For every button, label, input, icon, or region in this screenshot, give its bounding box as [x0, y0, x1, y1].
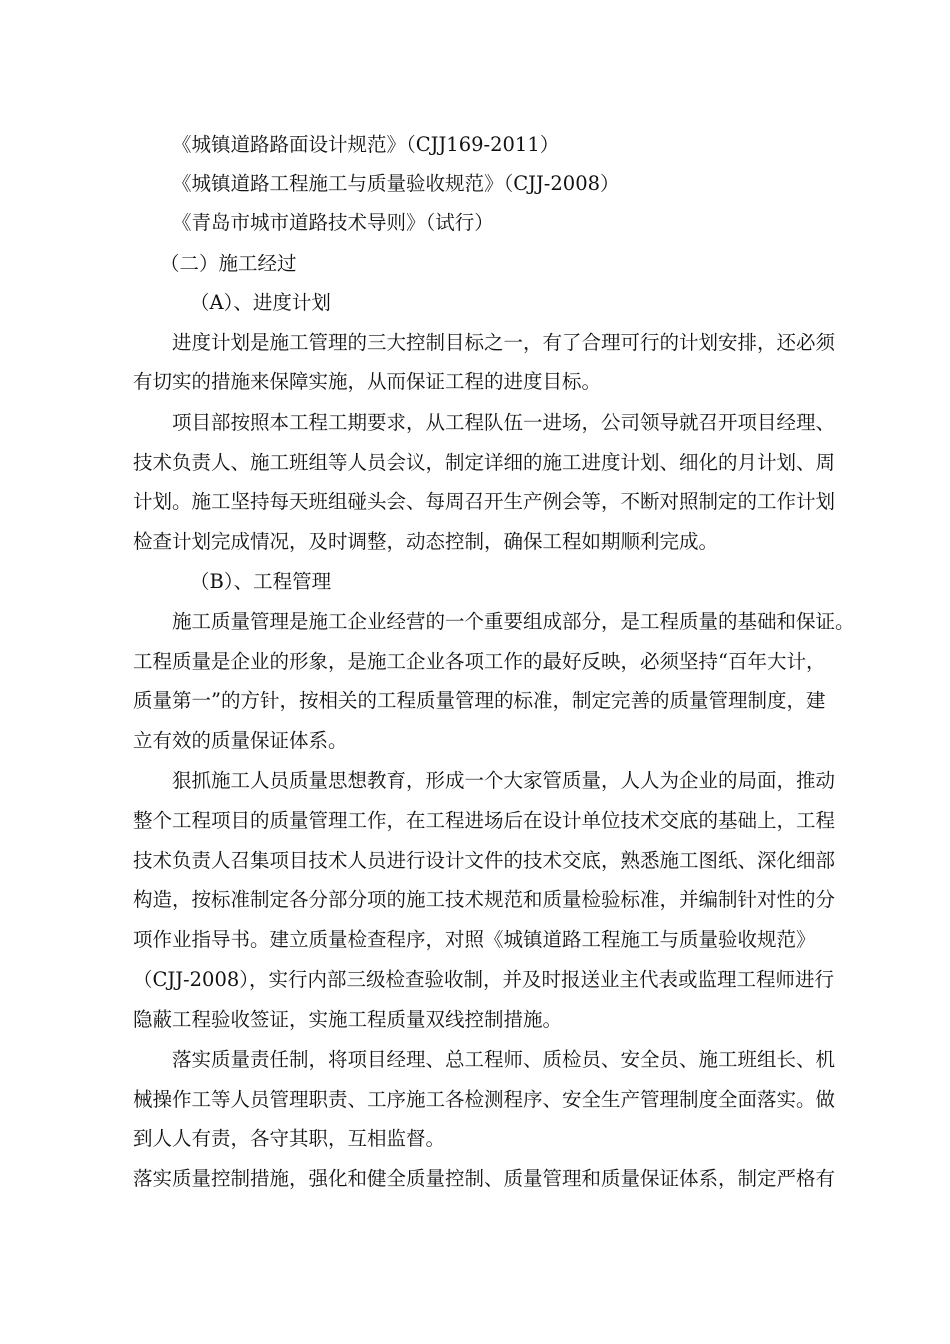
paragraph-line: （CJJ-2008），实行内部三级检查验收制，并及时报送业主代表或监理工程师进行 [133, 968, 835, 991]
paragraph-line: 检查计划完成情况，及时调整，动态控制，确保工程如期顺利完成。 [133, 530, 719, 553]
paragraph-line: 狠抓施工人员质量思想教育，形成一个大家管质量，人人为企业的局面，推动 [172, 769, 836, 792]
paragraph-line: 进度计划是施工管理的三大控制目标之一，有了合理可行的计划安排，还必须 [172, 331, 836, 354]
paragraph-line: 施工质量管理是施工企业经营的一个重要组成部分，是工程质量的基础和保证。 [172, 610, 855, 633]
paragraph-line: 技术负责人、施工班组等人员会议，制定详细的施工进度计划、细化的月计划、周 [133, 451, 836, 474]
paragraph-line: 立有效的质量保证体系。 [133, 729, 348, 752]
paragraph-line: 到人人有责，各守其职，互相监督。 [133, 1127, 446, 1150]
paragraph-line: 隐蔽工程验收签证，实施工程质量双线控制措施。 [133, 1008, 563, 1031]
paragraph-line: 构造，按标准制定各分部分项的施工技术规范和质量检验标准，并编制针对性的分 [133, 888, 836, 911]
paragraph-line: 有切实的措施来保障实施，从而保证工程的进度目标。 [133, 370, 602, 393]
section-title: （二）施工经过 [160, 252, 297, 275]
paragraph-line: 械操作工等人员管理职责、工序施工各检测程序、安全生产管理制度全面落实。做 [133, 1088, 836, 1111]
reference-1: 《城镇道路路面设计规范》（CJJ169-2011） [172, 133, 560, 156]
reference-3: 《青岛市城市道路技术导则》（试行） [172, 211, 494, 234]
paragraph-line: 技术负责人召集项目技术人员进行设计文件的技术交底，熟悉施工图纸、深化细部 [133, 849, 836, 872]
paragraph-line: 整个工程项目的质量管理工作，在工程进场后在设计单位技术交底的基础上，工程 [133, 809, 836, 832]
paragraph-line: 项目部按照本工程工期要求，从工程队伍一进场，公司领导就召开项目经理、 [172, 411, 836, 434]
paragraph-line: 落实质量责任制，将项目经理、总工程师、质检员、安全员、施工班组长、机 [172, 1048, 836, 1071]
subsection-a-title: （A）、进度计划 [190, 291, 331, 314]
paragraph-line: 质量第一”的方针，按相关的工程质量管理的标准，制定完善的质量管理制度，建 [133, 689, 826, 712]
paragraph-line: 工程质量是企业的形象，是施工企业各项工作的最好反映，必须坚持“百年大计， [133, 650, 826, 673]
paragraph-line: 计划。施工坚持每天班组碰头会、每周召开生产例会等，不断对照制定的工作计划 [133, 490, 836, 513]
reference-2: 《城镇道路工程施工与质量验收规范》（CJJ-2008） [172, 172, 620, 195]
paragraph-line: 落实质量控制措施，强化和健全质量控制、质量管理和质量保证体系，制定严格有 [133, 1167, 836, 1190]
subsection-b-title: （B）、工程管理 [190, 570, 332, 593]
paragraph-line: 项作业指导书。建立质量检查程序，对照《城镇道路工程施工与质量验收规范》 [133, 928, 816, 951]
